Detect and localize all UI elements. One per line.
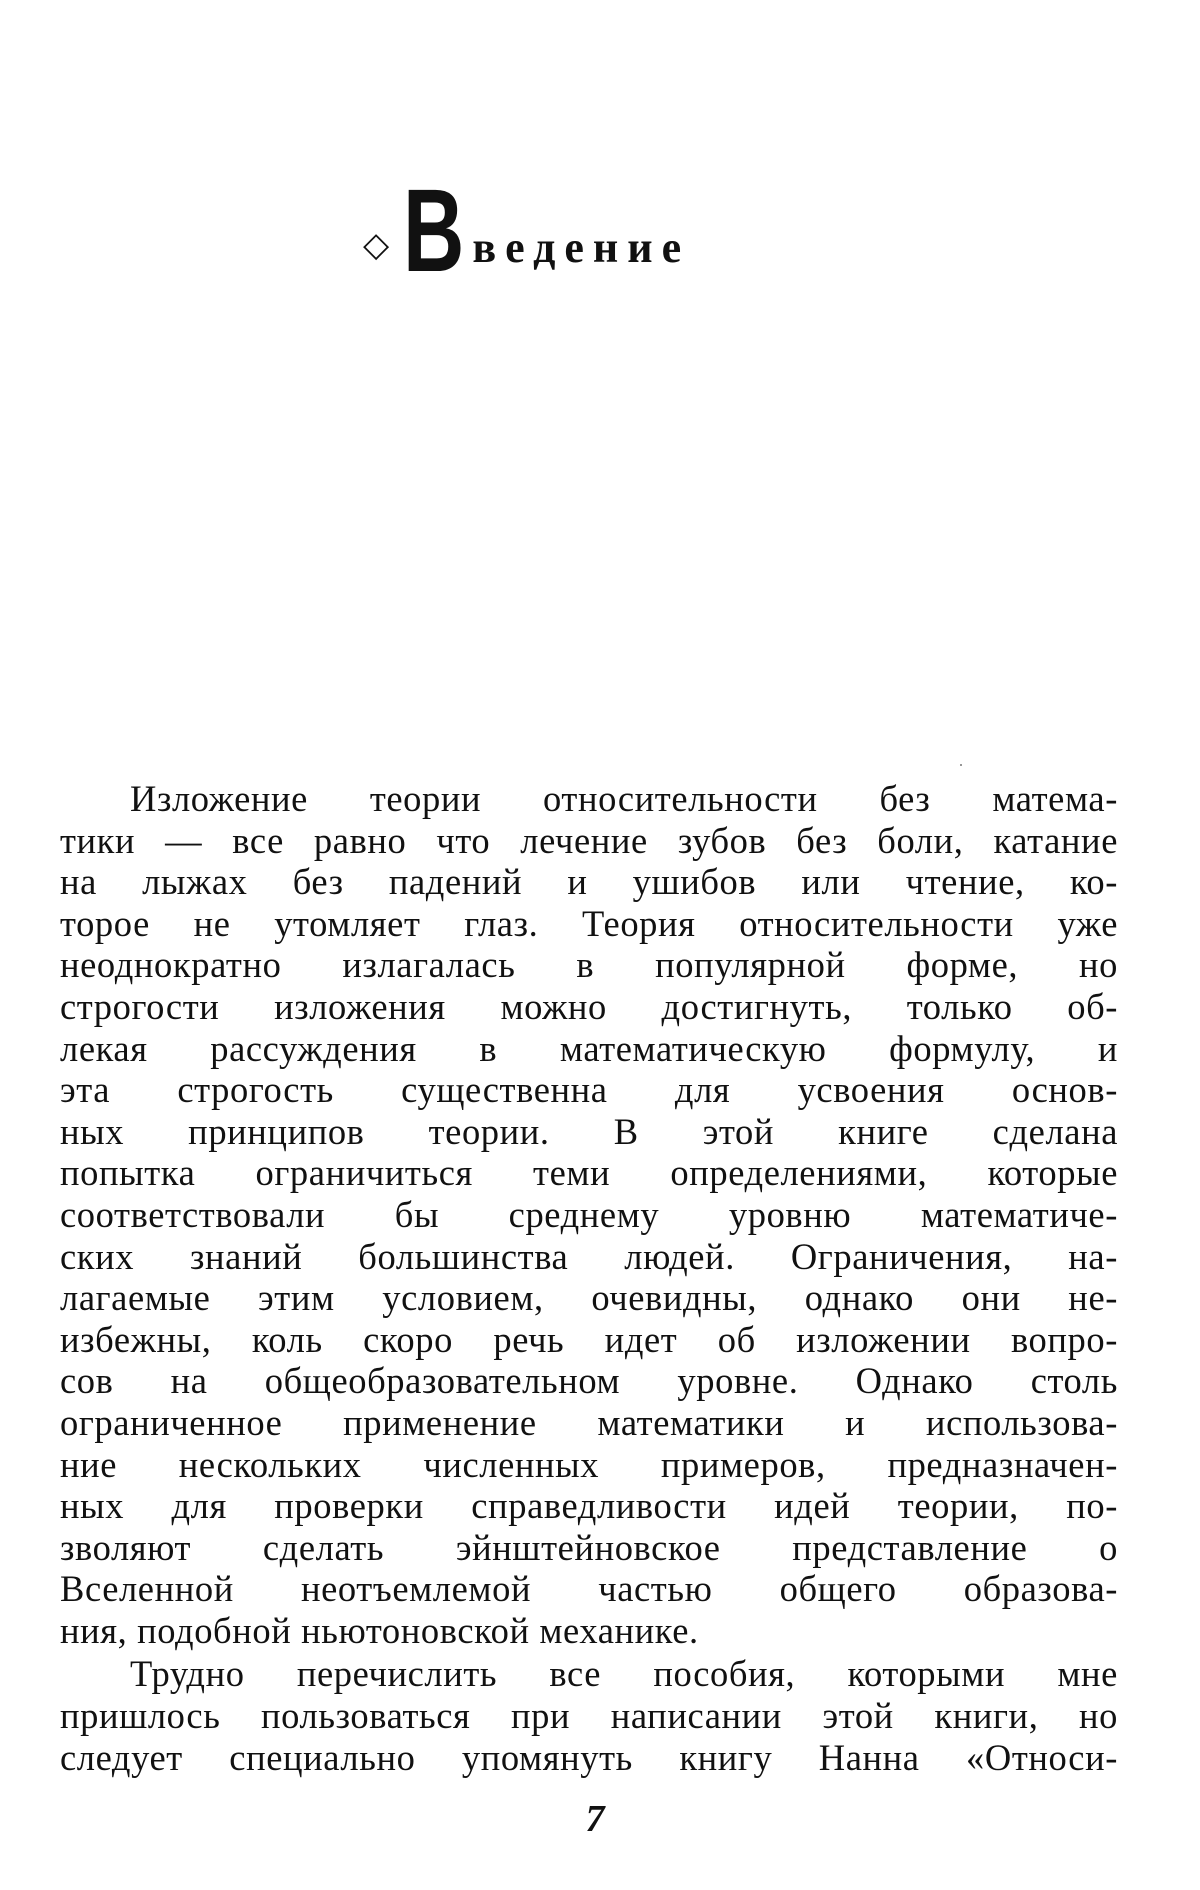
text-line: неоднократно излагалась в популярной форме, но: [60, 944, 1118, 986]
text-line: ских знаний большинства людей. Ограничения, на-: [60, 1235, 1118, 1277]
text-line: ных для проверки справедливости идей теории, по-: [60, 1485, 1118, 1527]
heading-title-rest: ведение: [472, 223, 691, 272]
text-line: Трудно перечислить все пособия, которыми мне: [130, 1653, 1118, 1695]
body-text: [60, 778, 1118, 1778]
text-line: зволяют сделать эйнштейновское представление о: [60, 1526, 1118, 1568]
text-line: на лыжах без падений и ушибов или чтение, ко-: [60, 861, 1118, 903]
chapter-heading: [363, 165, 691, 298]
text-line: ограниченное применение математики и использова-: [60, 1401, 1118, 1443]
text-line: торое не утомляет глаз. Теория относительности уже: [60, 902, 1118, 944]
text-line: избежны, коль скоро речь идет об изложении вопро-: [60, 1318, 1118, 1360]
text-line: пришлось пользоваться при написании этой книги, но: [60, 1695, 1118, 1737]
text-line: ние нескольких численных примеров, предназначен-: [60, 1443, 1118, 1485]
text-line: Изложение теории относительности без матема-: [130, 778, 1118, 819]
text-line: Вселенной неотъемлемой частью общего образова-: [60, 1568, 1118, 1610]
text-line: лагаемые этим условием, очевидны, однако они не-: [60, 1277, 1118, 1319]
text-line: ния, подобной ньютоновской механике.: [60, 1609, 699, 1651]
text-line: ных принципов теории. В этой книге сделана: [60, 1110, 1118, 1152]
page-number: 7: [585, 1798, 605, 1840]
text-line: соответствовали бы среднему уровню математиче-: [60, 1193, 1118, 1235]
text-line: тики — все равно что лечение зубов без боли, катание: [60, 819, 1118, 861]
heading-initial-letter: В: [403, 165, 465, 298]
text-line: лекая рассуждения в математическую формулу, и: [60, 1027, 1118, 1069]
text-line: попытка ограничиться теми определениями, которые: [60, 1152, 1118, 1194]
text-line: следует специально упомянуть книгу Нанна «Относи-: [60, 1736, 1118, 1778]
text-line: строгости изложения можно достигнуть, только об-: [60, 985, 1118, 1027]
diamond-icon: ◇: [363, 225, 390, 265]
text-line: эта строгость существенна для усвоения основ-: [60, 1069, 1118, 1111]
text-line: сов на общеобразовательном уровне. Однако столь: [60, 1360, 1118, 1402]
print-speck: [960, 764, 962, 766]
